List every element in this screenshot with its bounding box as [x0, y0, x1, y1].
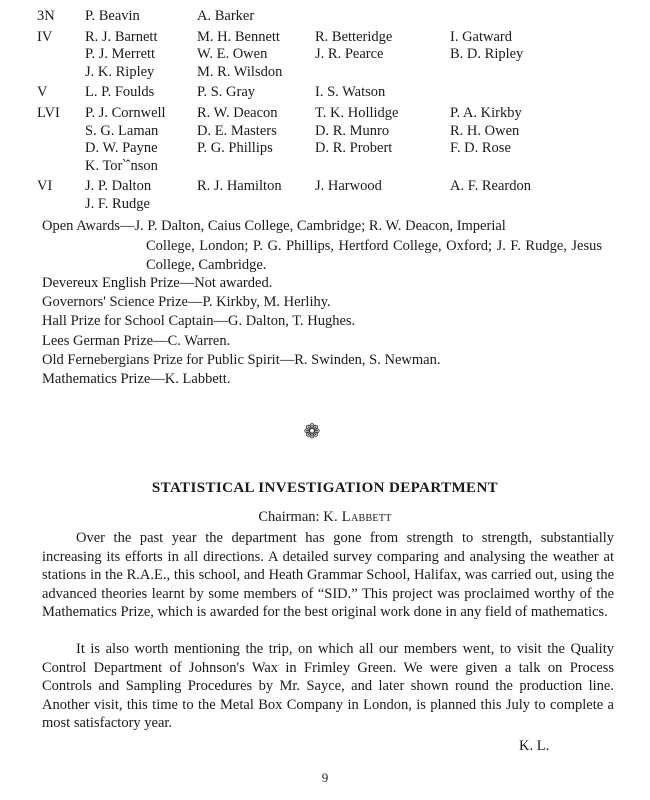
student-name: J. F. Rudge — [85, 195, 150, 212]
roster-row — [37, 8, 637, 26]
prize-entry: Lees German Prize—C. Warren. — [42, 332, 231, 349]
prize-entry: Hall Prize for School Captain—G. Dalton, T. Hughes. — [42, 313, 356, 330]
form-label: VI — [37, 178, 53, 195]
chairman-line — [0, 509, 650, 526]
student-name: S. G. Laman — [85, 122, 159, 139]
student-name: D. R. Probert — [315, 140, 393, 157]
prize-entry: Devereux English Prize—Not awarded. — [42, 275, 273, 291]
floral-ornament-icon: ❁ — [303, 421, 321, 443]
student-name: I. Gatward — [450, 28, 513, 45]
student-name: L. P. Foulds — [85, 84, 155, 101]
form-roster — [37, 8, 637, 214]
student-name: P. G. Phillips — [197, 140, 273, 157]
prize-entry: Governors' Science Prize—P. Kirkby, M. Herlihy. — [42, 294, 331, 311]
student-name: F. D. Rose — [450, 140, 511, 157]
student-name: A. F. Reardon — [450, 178, 531, 195]
student-name: A. Barker — [197, 8, 255, 24]
student-name: P. A. Kirkby — [450, 104, 522, 121]
student-name: P. J. Cornwell — [85, 104, 166, 121]
prize-list — [42, 274, 602, 389]
student-name: P. Beavin — [85, 8, 140, 24]
student-name: J. P. Dalton — [85, 178, 152, 195]
form-label: IV — [37, 28, 53, 45]
roster-row — [37, 178, 637, 196]
roster-row — [37, 158, 637, 176]
roster-row — [37, 29, 637, 47]
form-label: V — [37, 84, 48, 101]
roster-row — [37, 84, 637, 102]
section-heading: STATISTICAL INVESTIGATION DEPARTMENT — [151, 480, 499, 496]
student-name: K. Tor‵ˆnson — [85, 157, 158, 174]
prize-entry: Old Fernebergians Prize for Public Spirit—R. Swinden, S. Newman. — [42, 351, 441, 368]
student-name: M. H. Bennett — [197, 28, 280, 45]
student-name: B. D. Ripley — [450, 46, 524, 63]
student-name: R. W. Deacon — [197, 104, 278, 121]
student-name: M. R. Wilsdon — [197, 63, 283, 80]
prize-entry: Mathematics Prize—K. Labbett. — [42, 371, 231, 388]
open-awards-continuation: College, London; P. G. Phillips, Hertford College, Oxford; J. F. Rudge, Jesus College, Cambridge. — [146, 237, 602, 273]
student-name: J. K. Ripley — [85, 63, 155, 80]
author-initials: K. L. — [519, 738, 550, 754]
student-name: I. S. Watson — [315, 84, 386, 101]
page-number: 9 — [321, 770, 329, 785]
student-name: P. J. Merrett — [85, 46, 156, 63]
student-name: R. Betteridge — [315, 28, 393, 45]
roster-row — [37, 64, 637, 82]
open-awards-line: Open Awards—J. P. Dalton, Caius College, Cambridge; R. W. Deacon, Imperial — [42, 218, 506, 234]
chairman-label: Chairman: — [258, 509, 320, 525]
roster-row — [37, 46, 637, 64]
form-label: 3N — [37, 8, 55, 24]
student-name: J. Harwood — [315, 178, 382, 195]
student-name: D. W. Payne — [85, 140, 158, 157]
student-name: D. E. Masters — [197, 122, 277, 139]
student-name: T. K. Hollidge — [315, 104, 399, 121]
student-name: R. J. Hamilton — [197, 178, 282, 195]
student-name: R. J. Barnett — [85, 28, 158, 45]
student-name: P. S. Gray — [197, 84, 256, 101]
body-paragraph: Over the past year the department has gone from strength to strength, substantially increasing its efforts in all directions. A detailed survey comparing and analysing the weather at stations in the R.A.E., this school, and Heath Grammar School, Halifax, was carried out, using the advanced theories learnt by some members of “SID.” This project was proclaimed worthy of the Mathematics Prize, which is awarded for the best original work done in any field of mathematics. — [42, 530, 614, 621]
form-label: LVI — [37, 104, 60, 121]
student-name: D. R. Munro — [315, 122, 390, 139]
chairman-name: K. Labbett — [323, 509, 392, 525]
roster-row — [37, 123, 637, 141]
student-name: W. E. Owen — [197, 46, 268, 63]
student-name: R. H. Owen — [450, 122, 520, 139]
body-paragraph: It is also worth mentioning the trip, on which all our members went, to visit the Quality Control Department of Johnson's Wax in Frimley Green. We were given a talk on Process Controls and Sampling Procedures by Mr. Sayce, and later shown round the production line. Another visit, this time to the Metal Box Company in London, is planned this July to complete a most satisfactory year. — [42, 641, 614, 732]
student-name: J. R. Pearce — [315, 46, 384, 63]
open-awards — [42, 217, 602, 276]
roster-row — [37, 196, 637, 214]
roster-row — [37, 140, 637, 158]
roster-row — [37, 105, 637, 123]
